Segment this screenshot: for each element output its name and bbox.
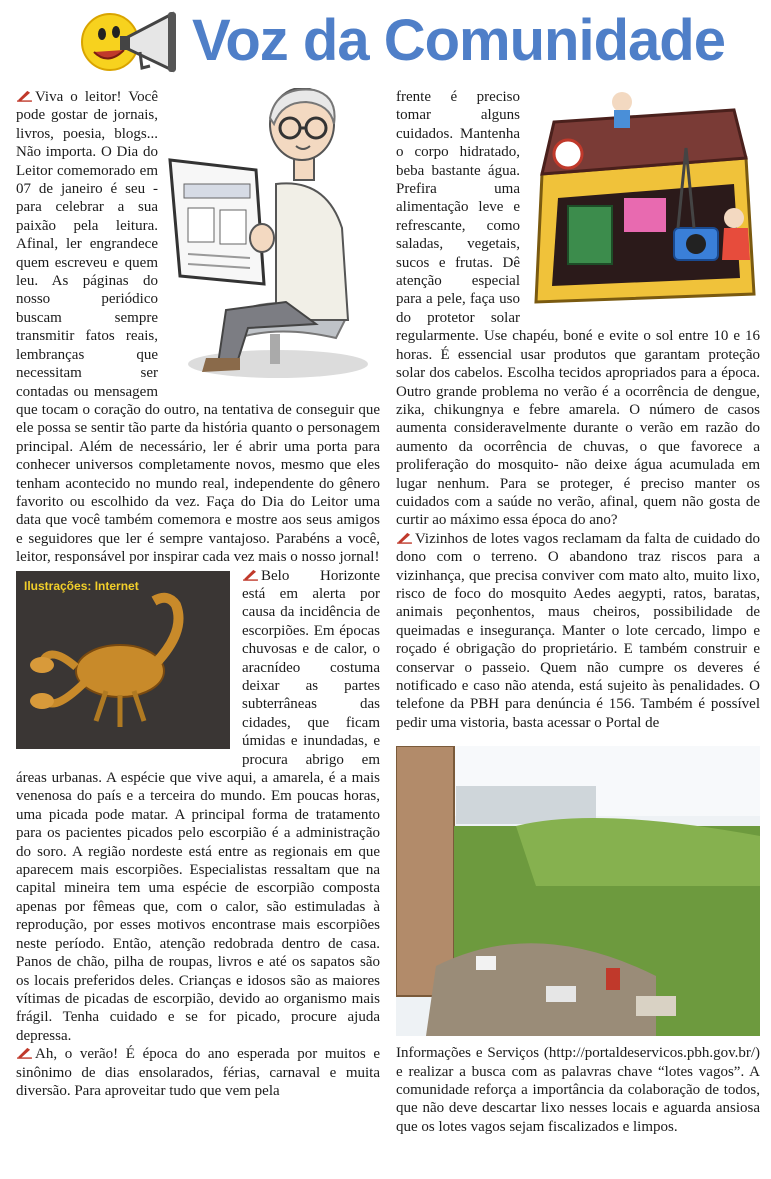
suitcase-illustration (528, 88, 760, 310)
pen-icon (396, 531, 413, 544)
article-lotes (396, 530, 760, 732)
left-column (16, 88, 380, 1100)
pen-icon (16, 1046, 33, 1059)
article-verao-cont: frente é preciso tomar alguns cuidados. Mantenha o corpo hidratado, beba bastante água. Prefira uma alimentação leve e refrescante, como saladas, vegetais, sucos e frutas. Dê atenção especial para a pele, faça uso do protetor solar regularmente. Use chapéu, boné e evite o sol entre 10 e 16 horas. É essencial usar produtos que garantam proteção solar dos cabelos. Escolha tecidos apropriados para a época. Outro grande problema no verão é a ocorrência de dengue, zika, chikungnya e febre amarela. O número de casos aumenta consideravelmente durante o verão em razão do aumento da ocorrência de chuvas, o que favorece a proliferação do mosquito- não deixe água acumulada em lugar nenhum. Para se proteger, é preciso manter os cuidados com a saúde no verão, afinal, quem não gosta de curtir ao máximo essa época do ano? (396, 89, 760, 529)
masthead-header (0, 0, 771, 86)
article-verao (16, 1045, 380, 1100)
article-escorpiao: Ilustrações: Internet Belo Horizonte está em alerta por causa da incidência de escorpiões. Em épocas chuvosas e de calor, o aracnídeo costuma deixar as partes subterrâneas das cidades, que ficam úmidas e inundadas, e procura abrigo em áreas urbanas. A espécie que vive aqui, a amarela, é a mais venenosa do país e a terceira do mundo. Em poucas horas, uma picada pode matar. A principal forma de tratamento para os pacientes picados pelo escorpião é a administração do soro. A região nordeste está entre as regionais em que aparecem mais escorpiões. Especialistas ressaltam que na capital mineira tem uma espécie de escorpião composta apenas por fêmeas que, com o calor, são estimuladas à reprodução, por esses motivos encontrase mais escorpiões neste período. Então, atenção redobrada dentro de casa. Panos de chão, pilha de roupas, livros e até os sapatos são os locais preferidos deles. Crianças e idosos são as maiores vítimas de picadas de escorpião, devido ao organismo mais frágil. Tenha cuidado e se for picado, procure ajuda depressa. (16, 567, 380, 1044)
article-lotes-cont-text: Informações e Serviços (http://portaldeservicos.pbh.gov.br/) e realizar a busca com as palavras chave “lotes vagos”. A comunidade reforça a importância da colaboração de todos, que não deve descartar lixo nesses locais e aguarda ansiosa que os lotes vagos sejam fiscalizados e limpos. (396, 1045, 760, 1135)
reading-man-illustration (166, 88, 380, 384)
masthead-title: Voz da Comunidade (192, 8, 725, 73)
pen-icon (242, 568, 259, 581)
vacant-lot-illustration (396, 746, 760, 1036)
pen-icon (16, 89, 33, 102)
article-verao-text: Ah, o verão! É época do ano esperada por muitos e sinônimo de dias ensolarados, férias, carnaval e muita diversão. Para aproveitar tudo que vem pela (16, 1046, 380, 1099)
scorpion-photo (16, 571, 230, 749)
right-column (396, 88, 760, 1136)
scorpion-illustration (16, 571, 230, 749)
image-credit: Ilustrações: Internet (24, 578, 139, 593)
article-lotes-text: Vizinhos de lotes vagos reclamam da falta de cuidado do dono com o terreno. O abandono traz riscos para a vizinhança, que precisa conviver com mato alto, muito lixo, risco de foco do mosquito Aedes aegypti, ratos, baratas, animais peçonhentos, maus cheiros, possibilidade de queimadas e insegurança. Manter o lote cercado, limpo e roçado é obrigação do proprietário. E também construir e conservar o passeio. Quem não cumpre os deveres é notificado e caso não atenda, está sujeito às penalidades. O telefone da PBH para denúncia é 156. Também é possível pedir uma vistoria, basta acessar o Portal de (396, 530, 760, 731)
article-leitor: Viva o leitor! Você pode gostar de jornais, livros, poesia, blogs... Não importa. O Dia do Leitor comemorado em 07 de janeiro é seu - para celebrar a sua paixão pela leitura. Afinal, ler engrandece quem escreveu e quem leu. As páginas do nosso periódico buscam sempre transmitir fatos reais, lembranças que necessitam ser contadas ou mensagem que tocam o coração do outro, na tentativa de conseguir que ele possa se sentir tão parte da história quanto o personagem principal. Além de necessário, ler é abrir uma porta para conhecer universos completamente novos, mesmo que eles tenham acontecido no mundo real, independente do gênero favorito ou escolhido da vez. Faça do Dia do Leitor uma data que você também comemora e mostre aos seus amigos e seguidores que ler é sempre vantajoso. Parabéns a você, leitor, responsável por inspirar cada vez mais o nosso jornal! (16, 89, 380, 566)
vacant-lot-photo (396, 746, 760, 1036)
article-lotes-cont (396, 1044, 760, 1136)
megaphone-smiley-icon (80, 8, 186, 78)
